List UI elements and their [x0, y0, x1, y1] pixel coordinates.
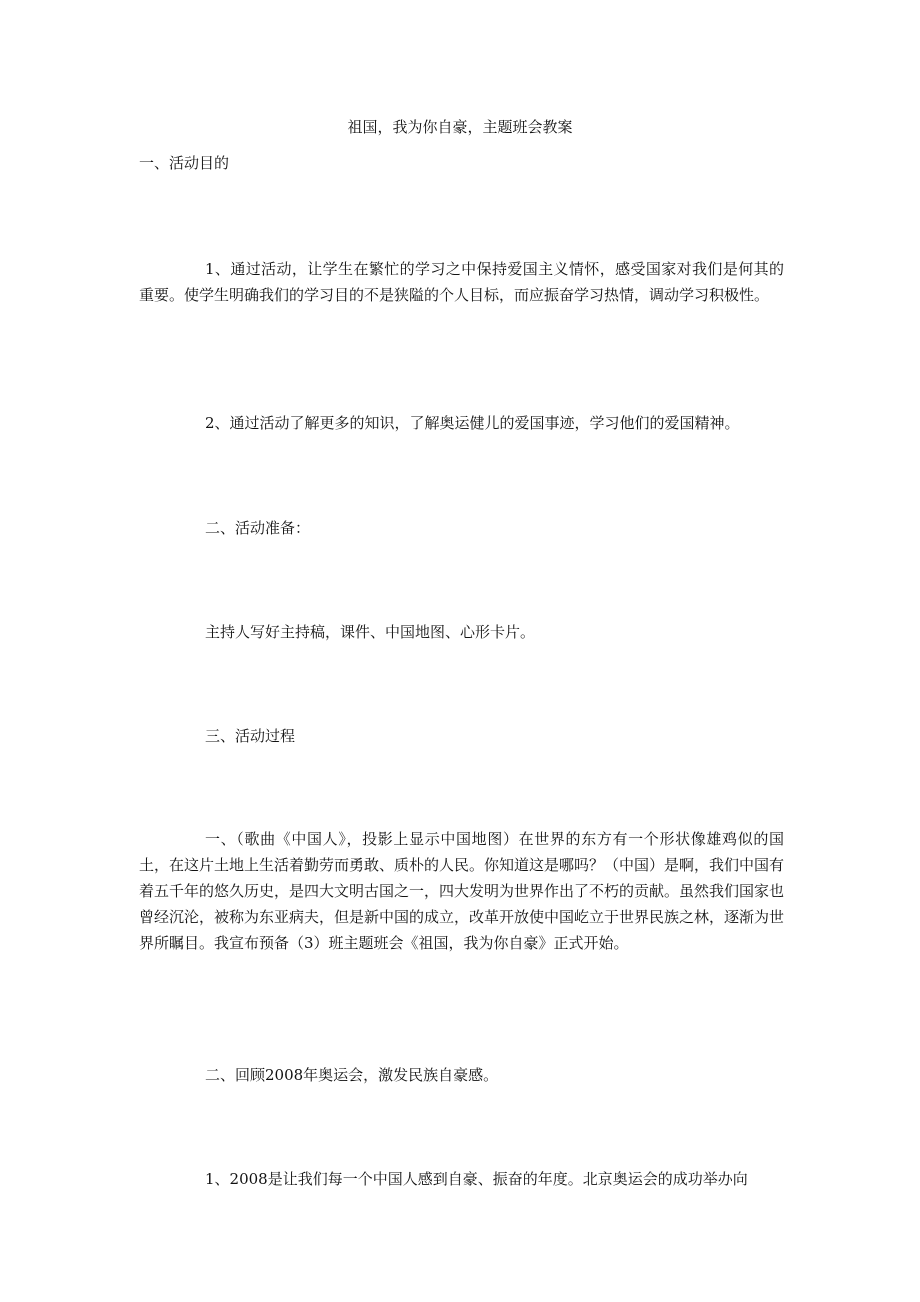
paragraph-process-2-heading: 二、回顾2008年奥运会，激发民族自豪感。 [205, 1066, 499, 1084]
paragraph-objective-2: 2、通过活动了解更多的知识，了解奥运健儿的爱国事迹，学习他们的爱国精神。 [205, 414, 740, 432]
section-heading-objectives: 一、活动目的 [139, 154, 230, 172]
section-heading-preparation: 二、活动准备： [205, 519, 311, 537]
section-heading-process: 三、活动过程 [205, 727, 296, 745]
paragraph-preparation: 主持人写好主持稿，课件、中国地图、心形卡片。 [205, 623, 536, 641]
document-title: 祖国，我为你自豪，主题班会教案 [347, 118, 573, 136]
paragraph-process-2-item-1: 1、2008是让我们每一个中国人感到自豪、振奋的年度。北京奥运会的成功举办向 [205, 1170, 748, 1188]
paragraph-objective-1: 1、通过活动，让学生在繁忙的学习之中保持爱国主义情怀，感受国家对我们是何其的重要。使学生明确我们的学习目的不是狭隘的个人目标，而应振奋学习热情，调动学习积极性。 [139, 260, 784, 304]
paragraph-process-1: 一、（歌曲《中国人》，投影上显示中国地图）在世界的东方有一个形状像雄鸡似的国土，在这片土地上生活着勤劳而勇敢、质朴的人民。你知道这是哪吗？（中国）是啊，我们中国有着五千年的悠久历史，是四大文明古国之一，四大发明为世界作出了不朽的贡献。虽然我们国家也曾经沉沦，被称为东亚病夫，但是新中国的成立，改革开放使中国屹立于世界民族之林，逐渐为世界所瞩目。我宣布预备（3）班主题班会《祖国，我为你自豪》正式开始。 [139, 830, 785, 952]
